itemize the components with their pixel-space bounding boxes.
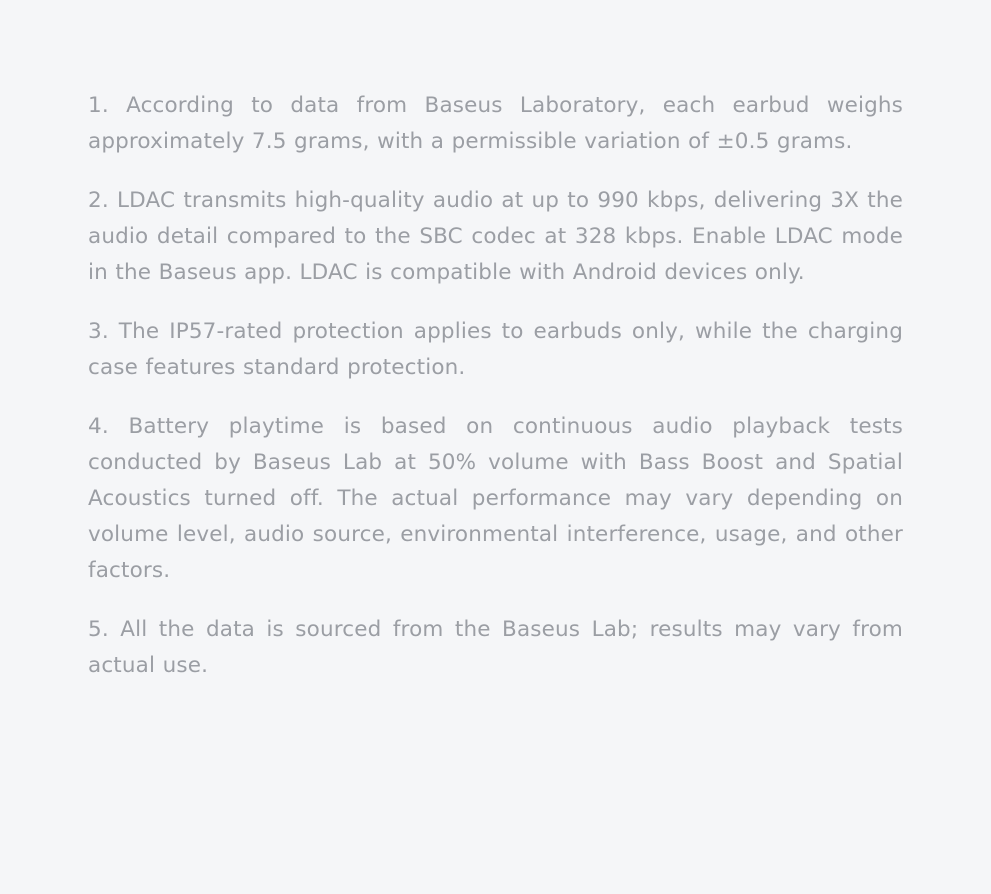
footnote-item-data-source: 5. All the data is sourced from the Baseus Lab; results may vary from actual use.: [88, 617, 903, 678]
footnote-item-ldac: 2. LDAC transmits high-quality audio at up to 990 kbps, delivering 3X the audio detail compared to the SBC codec at 328 kbps. Enable LDAC mode in the Baseus app. LDAC is compatible with Android devices only.: [88, 188, 903, 285]
footnote-item-battery: 4. Battery playtime is based on continuous audio playback tests conducted by Baseus Lab at 50% volume with Bass Boost and Spatial Acoustics turned off. The actual performance may vary depending on volume level, audio source, environmental interference, usage, and other factors.: [88, 414, 903, 583]
footnote-list: [88, 88, 903, 684]
footnote-item-ip57: 3. The IP57-rated protection applies to earbuds only, while the charging case features standard protection.: [88, 319, 903, 380]
footnote-item-weight: 1. According to data from Baseus Laboratory, each earbud weighs approximately 7.5 grams, with a permissible variation of ±0.5 grams.: [88, 93, 903, 154]
